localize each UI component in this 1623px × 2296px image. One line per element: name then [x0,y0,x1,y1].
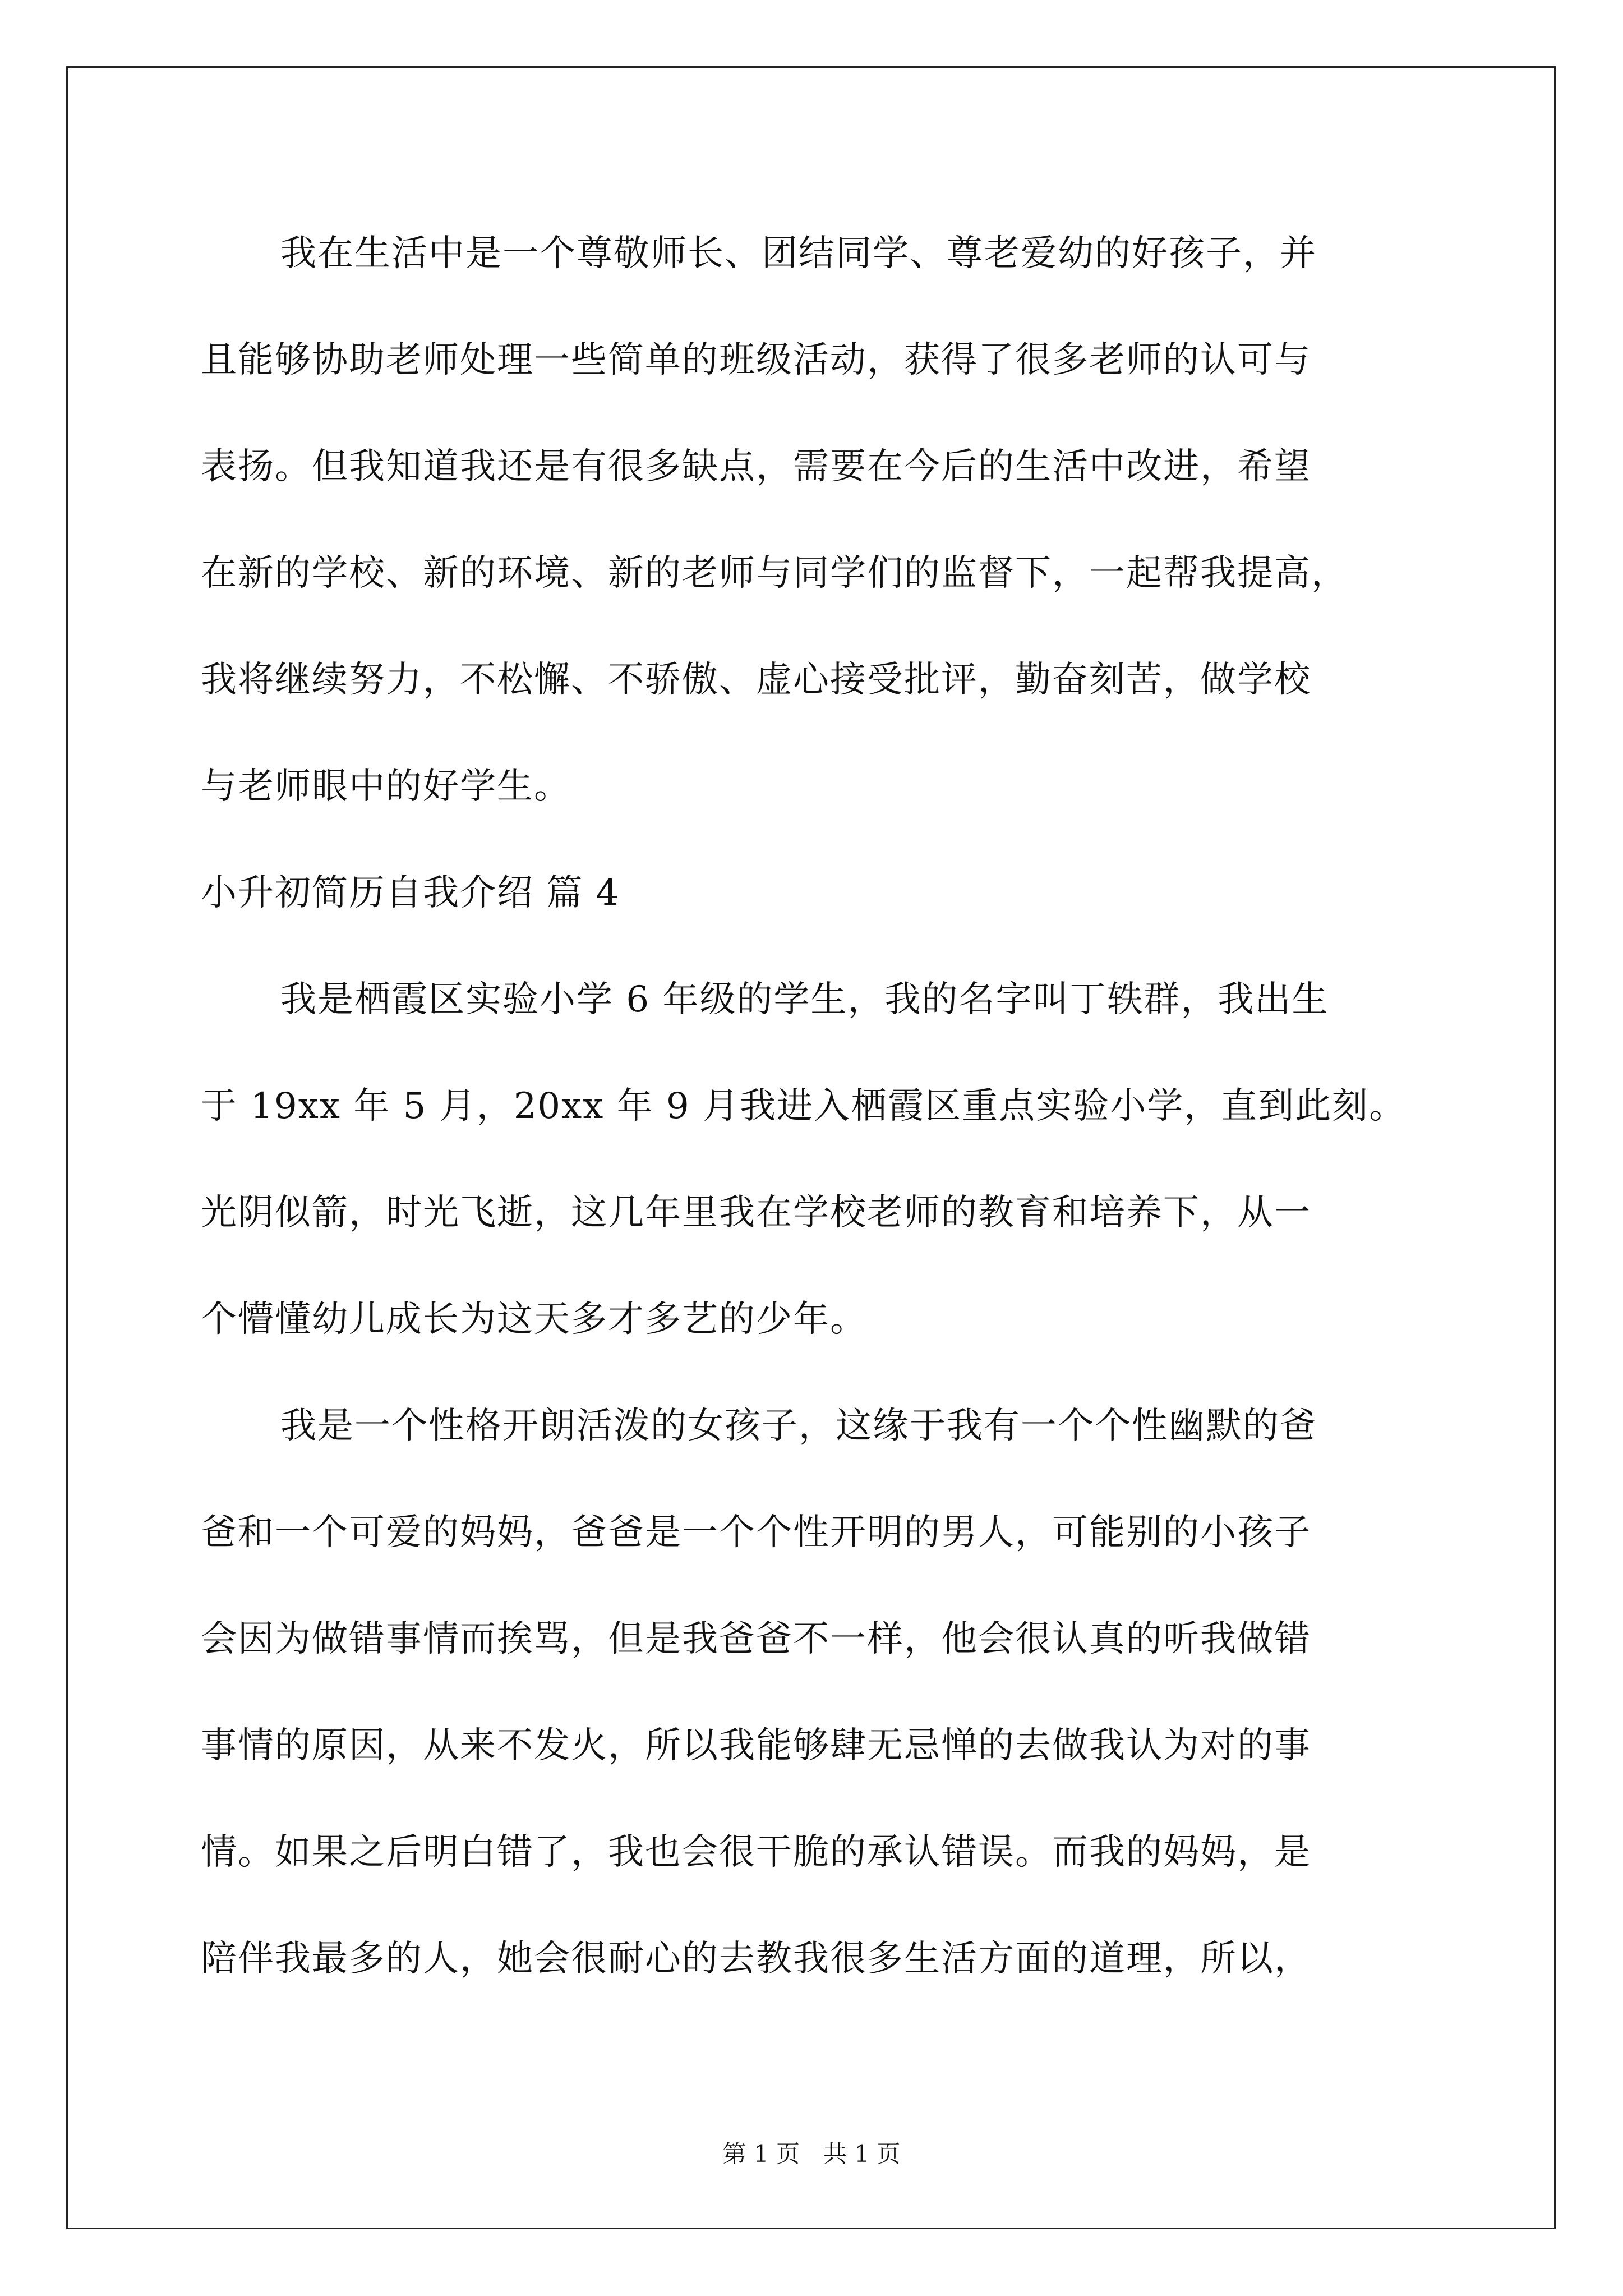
paragraph-line: 我是栖霞区实验小学 6 年级的学生，我的名字叫丁轶群，我出生 [280,979,1329,1020]
paragraph-line: 个懵懂幼儿成长为这天多才多艺的少年。 [201,1299,867,1340]
page-footer: 第 1 页 共 1 页 [722,2140,901,2168]
paragraph-line: 且能够协助老师处理一些简单的班级活动，获得了很多老师的认可与 [201,339,1311,381]
paragraph-line: 陪伴我最多的人，她会很耐心的去教我很多生活方面的道理，所以， [201,1938,1311,1980]
paragraph-line: 光阴似箭，时光飞逝，这几年里我在学校老师的教育和培养下，从一 [201,1192,1311,1234]
paragraph-line: 与老师眼中的好学生。 [201,766,571,807]
page-border [66,66,1556,2229]
paragraph-line: 爸和一个可爱的妈妈，爸爸是一个个性开明的男人，可能别的小孩子 [201,1512,1311,1553]
paragraph-line: 我将继续努力，不松懈、不骄傲、虚心接受批评，勤奋刻苦，做学校 [201,659,1311,701]
paragraph-line: 在新的学校、新的环境、新的老师与同学们的监督下，一起帮我提高， [201,553,1348,594]
paragraph-line: 事情的原因，从来不发火，所以我能够肆无忌惮的去做我认为对的事 [201,1725,1311,1766]
paragraph-line: 会因为做错事情而挨骂，但是我爸爸不一样，他会很认真的听我做错 [201,1618,1311,1660]
paragraph-line: 于 19xx 年 5 月，20xx 年 9 月我进入栖霞区重点实验小学，直到此刻。 [201,1085,1407,1127]
paragraph-line: 我在生活中是一个尊敬师长、团结同学、尊老爱幼的好孩子，并 [280,233,1317,274]
section-heading: 小升初简历自我介绍 篇 4 [201,872,620,914]
paragraph-line: 情。如果之后明白错了，我也会很干脆的承认错误。而我的妈妈，是 [201,1832,1311,1873]
paragraph-line: 表扬。但我知道我还是有很多缺点，需要在今后的生活中改进，希望 [201,446,1311,487]
paragraph-line: 我是一个性格开朗活泼的女孩子，这缘于我有一个个性幽默的爸 [280,1405,1317,1447]
